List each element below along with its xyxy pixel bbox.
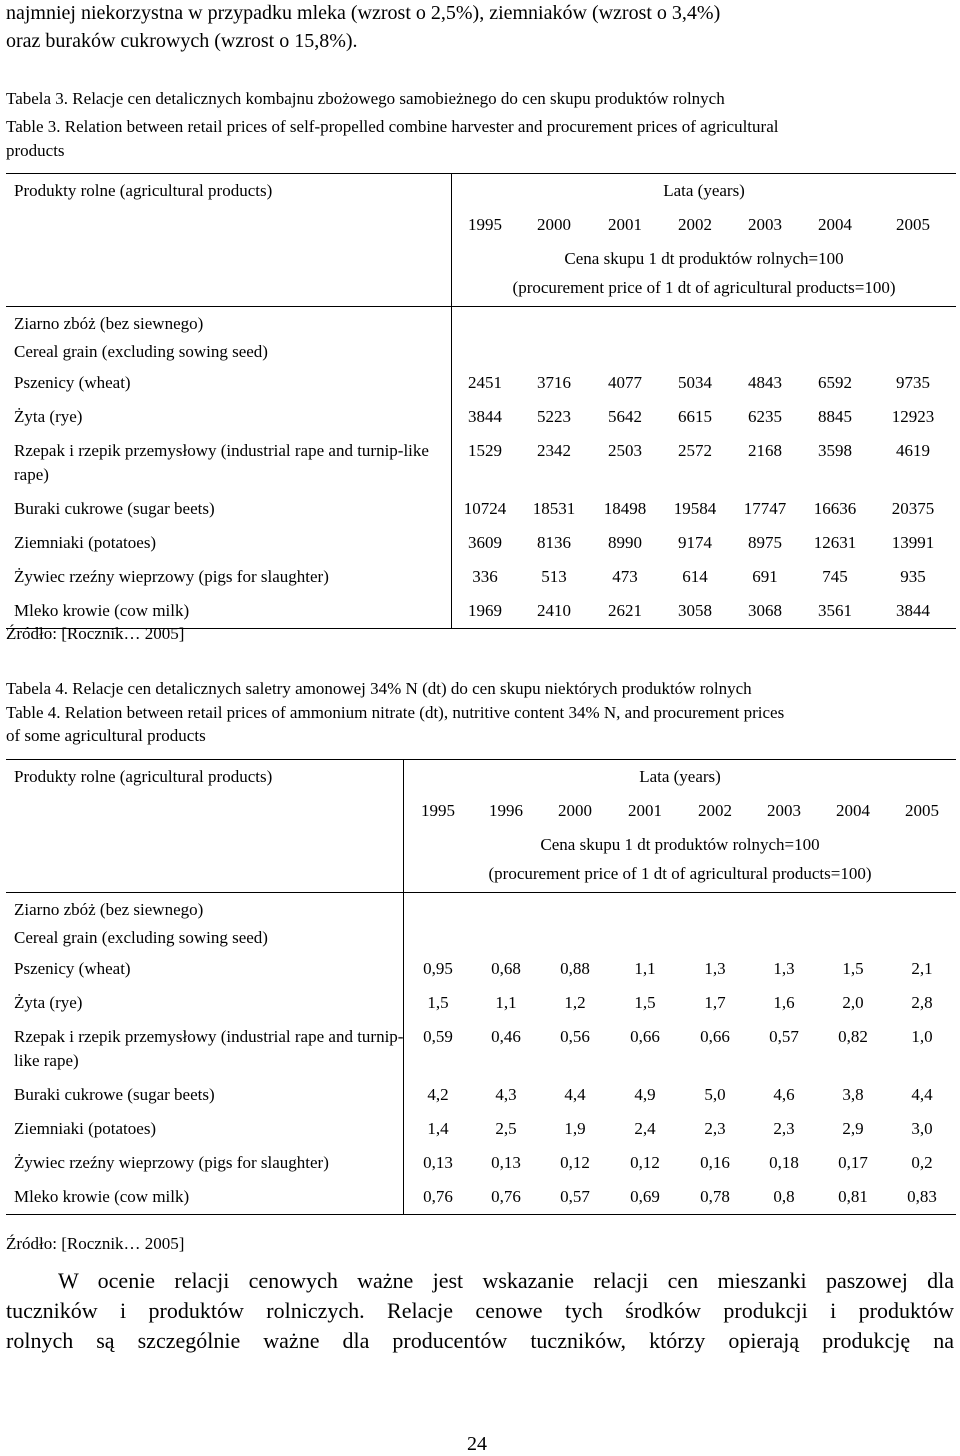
cell-value: 513 — [541, 567, 567, 586]
cell-value: 0,76 — [472, 1180, 540, 1215]
cell-value: 5642 — [608, 407, 642, 426]
table3-index-line2: (procurement price of 1 dt of agricultural products=100) — [512, 278, 896, 297]
closing-paragraph — [6, 1266, 954, 1356]
cell-value: 1,5 — [842, 959, 864, 978]
table4-header-products: Produkty rolne (agricultural products) — [6, 760, 404, 792]
cell-value: 2,3 — [773, 1119, 795, 1138]
cell-value: 0,13 — [491, 1153, 521, 1172]
table3-header-years: Lata (years) — [452, 174, 956, 206]
table3-group-line1: Ziarno zbóż (bez siewnego) — [6, 307, 452, 339]
cell-value: 2,8 — [911, 993, 933, 1012]
cell-value: 473 — [612, 567, 638, 586]
cell-value: 1,2 — [564, 993, 586, 1012]
cell-value: 0,18 — [769, 1153, 799, 1172]
cell-value: 12631 — [813, 533, 857, 552]
table4-caption-en-line1: Table 4. Relation between retail prices of ammonium nitrate (dt), nutritive content 34% N, and procurement prices — [6, 703, 785, 722]
table-row — [6, 560, 956, 594]
cell-value: 614 — [682, 567, 708, 586]
table4-index-line2: (procurement price of 1 dt of agricultural products=100) — [488, 864, 872, 883]
cell-value: 3844 — [870, 594, 956, 629]
cell-value: 0,66 — [700, 1027, 730, 1046]
table4-column-divider — [403, 759, 404, 1215]
cell-value: 1,4 — [427, 1119, 449, 1138]
cell-value: 0,68 — [491, 959, 521, 978]
cell-value: 9174 — [678, 533, 712, 552]
cell-value: 6615 — [678, 407, 712, 426]
cell-value: 4,3 — [495, 1085, 517, 1104]
cell-value: 0,46 — [491, 1027, 521, 1046]
table4-group-line1: Ziarno zbóż (bez siewnego) — [6, 893, 404, 925]
cell-value: 3609 — [468, 533, 502, 552]
cell-value: 4,9 — [634, 1085, 656, 1104]
table4-year: 1996 — [489, 801, 523, 820]
closing-line-3: rolnych są szczególnie ważne dla producentów tuczników, którzy opierają produkcję na — [6, 1328, 954, 1353]
table-row — [6, 366, 956, 400]
cell-value: 691 — [752, 567, 778, 586]
table3 — [6, 173, 956, 629]
table3-year: 1995 — [468, 215, 502, 234]
cell-value: 2621 — [590, 594, 660, 629]
cell-value: 1,6 — [773, 993, 795, 1012]
cell-value: 1,9 — [564, 1119, 586, 1138]
cell-value: 8136 — [537, 533, 571, 552]
table4-year: 2001 — [628, 801, 662, 820]
table4-year: 2003 — [767, 801, 801, 820]
cell-value: 0,17 — [838, 1153, 868, 1172]
table4-index-line1: Cena skupu 1 dt produktów rolnych=100 — [540, 835, 820, 854]
table3-year: 2004 — [818, 215, 852, 234]
cell-value: 4,4 — [564, 1085, 586, 1104]
cell-value: 1969 — [452, 594, 518, 629]
cell-value: 5034 — [678, 373, 712, 392]
cell-value: 8975 — [748, 533, 782, 552]
table4-source: Źródło: [Rocznik… 2005] — [6, 1234, 185, 1253]
row-label: Ziemniaki (potatoes) — [14, 533, 157, 552]
table4-year: 1995 — [421, 801, 455, 820]
table4-year: 2004 — [836, 801, 870, 820]
closing-line-2: tuczników i produktów rolniczych. Relacje cenowe tych środków produkcji i produktów — [6, 1298, 954, 1323]
row-label: Mleko krowie (cow milk) — [6, 594, 452, 629]
table-row — [6, 1180, 956, 1215]
cell-value: 2,4 — [634, 1119, 656, 1138]
cell-value: 745 — [822, 567, 848, 586]
cell-value: 0,13 — [423, 1153, 453, 1172]
table3-header-products: Produkty rolne (agricultural products) — [6, 174, 452, 206]
cell-value: 4,4 — [911, 1085, 933, 1104]
table4-year: 2005 — [905, 801, 939, 820]
table-row — [6, 526, 956, 560]
cell-value: 1,1 — [495, 993, 517, 1012]
cell-value: 8990 — [608, 533, 642, 552]
row-label: Żyta (rye) — [14, 407, 83, 426]
table3-group-line2: Cereal grain (excluding sowing seed) — [14, 342, 268, 361]
cell-value: 3844 — [468, 407, 502, 426]
intro-line-2: oraz buraków cukrowych (wzrost o 15,8%). — [6, 30, 358, 52]
cell-value: 3598 — [818, 441, 852, 460]
cell-value: 1,3 — [704, 959, 726, 978]
table4-group-line2: Cereal grain (excluding sowing seed) — [14, 928, 268, 947]
table3-caption-pl: Tabela 3. Relacje cen detalicznych kombajnu zbożowego samobieżnego do cen skupu produktów rolnych — [6, 89, 725, 108]
cell-value: 18531 — [532, 499, 576, 518]
cell-value: 0,83 — [888, 1180, 956, 1215]
cell-value: 5223 — [537, 407, 571, 426]
cell-value: 0,2 — [911, 1153, 933, 1172]
cell-value: 1529 — [468, 441, 502, 460]
cell-value: 2,0 — [842, 993, 864, 1012]
cell-value: 0,81 — [818, 1180, 888, 1215]
table4-header-years: Lata (years) — [404, 760, 956, 792]
row-label: Żywiec rzeźny wieprzowy (pigs for slaughter) — [14, 1153, 329, 1172]
table-row — [6, 434, 956, 492]
cell-value: 2,3 — [704, 1119, 726, 1138]
table3-column-divider — [451, 173, 452, 629]
table-row — [6, 1146, 956, 1180]
cell-value: 0,57 — [769, 1027, 799, 1046]
table3-year: 2005 — [896, 215, 931, 234]
cell-value: 9735 — [896, 373, 931, 392]
cell-value: 4619 — [896, 441, 931, 460]
cell-value: 12923 — [891, 407, 935, 426]
cell-value: 0,78 — [680, 1180, 750, 1215]
row-label: Buraki cukrowe (sugar beets) — [14, 1085, 215, 1104]
cell-value: 2503 — [608, 441, 642, 460]
cell-value: 1,3 — [773, 959, 795, 978]
cell-value: 6235 — [748, 407, 782, 426]
cell-value: 0,56 — [560, 1027, 590, 1046]
cell-value: 5,0 — [704, 1085, 726, 1104]
table3-year: 2001 — [608, 215, 642, 234]
table3-year: 2000 — [537, 215, 571, 234]
cell-value: 19584 — [673, 499, 717, 518]
cell-value: 3058 — [660, 594, 730, 629]
cell-value: 0,16 — [700, 1153, 730, 1172]
table4-year: 2000 — [558, 801, 592, 820]
cell-value: 2,1 — [911, 959, 933, 978]
cell-value: 2,9 — [842, 1119, 864, 1138]
table4-caption-pl: Tabela 4. Relacje cen detalicznych saletry amonowej 34% N (dt) do cen skupu niektórych produktów rolnych — [6, 679, 752, 698]
cell-value: 0,12 — [560, 1153, 590, 1172]
cell-value: 0,57 — [540, 1180, 610, 1215]
cell-value: 0,66 — [630, 1027, 660, 1046]
table3-source: Źródło: [Rocznik… 2005] — [6, 624, 185, 643]
cell-value: 4,6 — [773, 1085, 795, 1104]
cell-value: 3,8 — [842, 1085, 864, 1104]
row-label: Rzepak i rzepik przemysłowy (industrial rape and turnip-like rape) — [14, 441, 429, 484]
cell-value: 10724 — [463, 499, 507, 518]
cell-value: 8845 — [818, 407, 852, 426]
row-label: Buraki cukrowe (sugar beets) — [14, 499, 215, 518]
cell-value: 0,95 — [423, 959, 453, 978]
row-label: Żyta (rye) — [14, 993, 83, 1012]
table3-year: 2003 — [748, 215, 782, 234]
table-row — [6, 492, 956, 526]
cell-value: 1,5 — [427, 993, 449, 1012]
cell-value: 20375 — [891, 499, 935, 518]
table-row — [6, 1112, 956, 1146]
row-label: Mleko krowie (cow milk) — [6, 1180, 404, 1215]
cell-value: 3068 — [730, 594, 800, 629]
row-label: Rzepak i rzepik przemysłowy (industrial rape and turnip-like rape) — [14, 1027, 404, 1070]
cell-value: 3,0 — [911, 1119, 933, 1138]
cell-value: 2342 — [537, 441, 571, 460]
cell-value: 1,0 — [911, 1027, 933, 1046]
closing-line-1: W ocenie relacji cenowych ważne jest wskazanie relacji cen mieszanki paszowej dla — [58, 1268, 954, 1293]
table4-year: 2002 — [698, 801, 732, 820]
table4 — [6, 759, 956, 1215]
table-row — [6, 400, 956, 434]
table3-caption-en-line1: Table 3. Relation between retail prices of self-propelled combine harvester and procurement prices of agricultural — [6, 117, 779, 136]
cell-value: 0,76 — [404, 1180, 472, 1215]
cell-value: 17747 — [743, 499, 787, 518]
cell-value: 1,5 — [634, 993, 656, 1012]
cell-value: 2451 — [468, 373, 502, 392]
row-label: Żywiec rzeźny wieprzowy (pigs for slaughter) — [14, 567, 329, 586]
cell-value: 2168 — [748, 441, 782, 460]
cell-value: 1,1 — [634, 959, 656, 978]
cell-value: 0,12 — [630, 1153, 660, 1172]
cell-value: 2572 — [678, 441, 712, 460]
table3-year: 2002 — [678, 215, 712, 234]
table3-caption-en-line2: products — [6, 141, 65, 160]
cell-value: 3561 — [800, 594, 870, 629]
table-row — [6, 986, 956, 1020]
table-row — [6, 1078, 956, 1112]
table-row — [6, 1020, 956, 1078]
row-label: Ziemniaki (potatoes) — [14, 1119, 157, 1138]
cell-value: 336 — [472, 567, 498, 586]
cell-value: 16636 — [813, 499, 857, 518]
cell-value: 935 — [900, 567, 926, 586]
cell-value: 4,2 — [427, 1085, 449, 1104]
cell-value: 2,5 — [495, 1119, 517, 1138]
page-number: 24 — [467, 1433, 487, 1455]
cell-value: 18498 — [603, 499, 647, 518]
cell-value: 4077 — [608, 373, 642, 392]
cell-value: 13991 — [891, 533, 935, 552]
cell-value: 3716 — [537, 373, 571, 392]
intro-line-1: najmniej niekorzystna w przypadku mleka (wzrost o 2,5%), ziemniaków (wzrost o 3,4%) — [6, 2, 721, 24]
cell-value: 0,59 — [423, 1027, 453, 1046]
cell-value: 2410 — [518, 594, 590, 629]
table3-index-line1: Cena skupu 1 dt produktów rolnych=100 — [564, 249, 844, 268]
cell-value: 0,82 — [838, 1027, 868, 1046]
row-label: Pszenicy (wheat) — [14, 373, 131, 392]
cell-value: 4843 — [748, 373, 782, 392]
cell-value: 0,69 — [610, 1180, 680, 1215]
cell-value: 6592 — [818, 373, 852, 392]
row-label: Pszenicy (wheat) — [14, 959, 131, 978]
cell-value: 1,7 — [704, 993, 726, 1012]
cell-value: 0,8 — [750, 1180, 818, 1215]
table-row — [6, 952, 956, 986]
table4-caption-en-line2: of some agricultural products — [6, 726, 206, 745]
cell-value: 0,88 — [560, 959, 590, 978]
